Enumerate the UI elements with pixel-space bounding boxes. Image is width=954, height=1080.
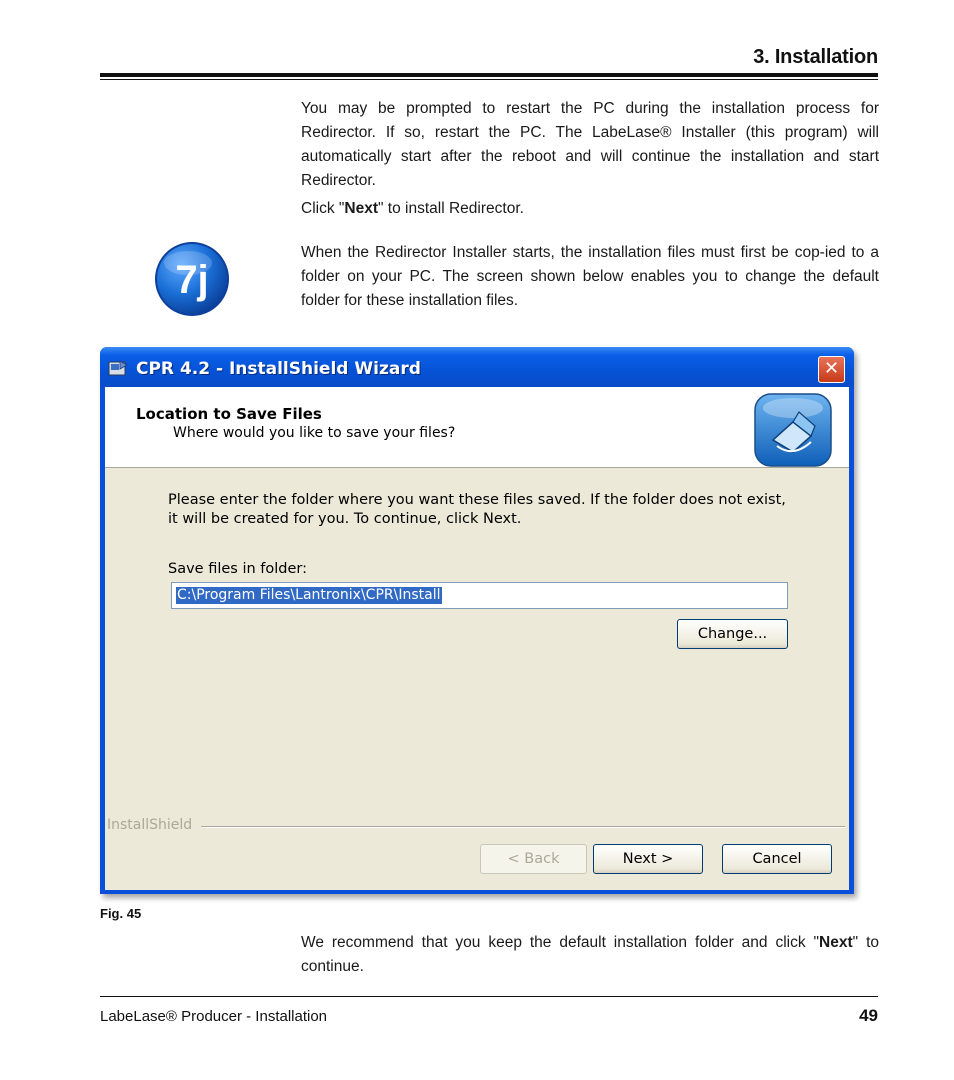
folder-label: Save files in folder:	[168, 561, 307, 577]
folder-path-value: C:\Program Files\Lantronix\CPR\Install	[177, 587, 441, 603]
banner-title: Location to Save Files	[136, 405, 322, 423]
dialog-title: CPR 4.2 - InstallShield Wizard	[136, 359, 421, 379]
next-button[interactable]: Next >	[593, 844, 703, 874]
click-next-paragraph: Click "Next" to install Redirector.	[301, 200, 524, 217]
header-rule-thin	[100, 79, 878, 80]
footer-rule	[100, 996, 878, 997]
step-badge-icon	[154, 241, 230, 317]
folder-path-input[interactable]	[171, 582, 788, 609]
dialog-instruction: Please enter the folder where you want these files saved. If the folder does not exist, it will be created for you. To continue, click Next.	[168, 492, 786, 527]
brand-divider	[201, 826, 845, 828]
change-button[interactable]: Change...	[677, 619, 788, 649]
section-title: 3. Installation	[753, 46, 878, 68]
figure-caption: Fig. 45	[100, 906, 142, 921]
restart-paragraph: You may be prompted to restart the PC during the installation process for Redirector. If so, restart the PC. The LabeLase® Installer (this program) will automatically start after the reboot and will continue the installation and start Redirector.	[301, 100, 879, 189]
back-button[interactable]: < Back	[480, 844, 587, 874]
page-number: 49	[859, 1006, 878, 1025]
close-button[interactable]: ✕	[818, 356, 845, 383]
dialog-body	[105, 387, 849, 890]
footer-title: LabeLase® Producer - Installation	[100, 1008, 328, 1025]
dialog-banner	[105, 387, 849, 468]
header-rule-thick	[100, 73, 878, 77]
cancel-button[interactable]: Cancel	[722, 844, 832, 874]
dialog-titlebar[interactable]	[100, 347, 854, 387]
banner-subtitle: Where would you like to save your files?	[173, 425, 456, 441]
installshield-dialog	[100, 347, 854, 894]
svg-text:7j: 7j	[175, 258, 209, 302]
installshield-brand: InstallShield	[107, 817, 193, 833]
installer-paragraph: When the Redirector Installer starts, the installation files must first be cop-ied to a folder on your PC. The screen shown below enables you to change the default folder for these installation files.	[301, 244, 879, 309]
installshield-logo-icon	[753, 392, 833, 468]
recommendation-paragraph: We recommend that you keep the default installation folder and click "Next" to continue.	[301, 934, 879, 975]
installer-app-icon	[108, 359, 128, 377]
